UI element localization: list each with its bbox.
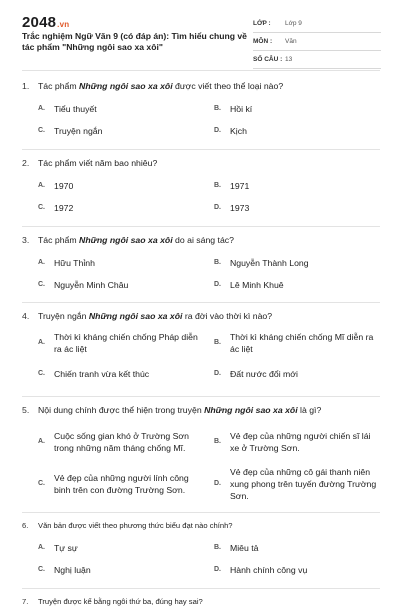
option-text: Thời kì kháng chiến chống Mĩ diễn ra ác liệt — [230, 332, 374, 354]
option-letter: D. — [214, 566, 221, 573]
question-body — [38, 157, 157, 170]
option-text: Hành chính công vụ — [230, 565, 308, 575]
question-prefix: Tác phẩm — [38, 81, 80, 91]
option-text: Vẻ đẹp của những người chiến sĩ lái xe ở Trường Sơn. — [230, 431, 371, 453]
question-body — [38, 80, 283, 93]
option-text: Tự sự — [54, 543, 78, 553]
question-prefix: Nội dung chính được thể hiện trong truyện — [38, 405, 205, 415]
quiz-meta — [253, 15, 381, 69]
question-prefix: Truyện ngắn — [38, 311, 89, 321]
answer-option-b[interactable] — [214, 256, 380, 270]
answer-option-a[interactable] — [38, 102, 204, 116]
question-body — [38, 404, 321, 417]
page-header — [0, 0, 400, 70]
question-suffix: là gì? — [297, 405, 322, 415]
answer-options — [22, 331, 380, 386]
question-prefix: Văn bản được viết theo phương thức biểu đạt nào chính? — [38, 521, 233, 530]
option-letter: B. — [214, 259, 221, 266]
option-text: 1973 — [230, 203, 250, 213]
option-text: Nghị luận — [54, 565, 91, 575]
question-list — [22, 80, 380, 608]
answer-option-c[interactable] — [38, 563, 204, 577]
answer-options — [22, 179, 380, 215]
logo-suffix: .vn — [57, 20, 70, 29]
option-text: Miêu tả — [230, 543, 259, 553]
meta-key: LỚP : — [253, 20, 271, 27]
meta-key: SỐ CÂU : — [253, 56, 283, 63]
option-text: 1971 — [230, 181, 250, 191]
answer-option-c[interactable] — [38, 278, 204, 292]
option-letter: C. — [38, 566, 45, 573]
option-text: Cuộc sống gian khó ở Trường Sơn trong những năm tháng chống Mĩ. — [54, 431, 189, 453]
question-suffix: được viết theo thể loại nào? — [172, 81, 284, 91]
option-text: Nguyễn Minh Châu — [54, 280, 129, 290]
question-text — [22, 404, 380, 417]
option-text: Đất nước đổi mới — [230, 369, 298, 379]
option-text: Truyện ngắn — [54, 126, 103, 136]
option-text: Nguyễn Thành Long — [230, 258, 309, 268]
answer-option-d[interactable] — [214, 124, 380, 138]
question-text — [22, 234, 380, 247]
answer-option-b[interactable] — [214, 541, 380, 555]
answer-options — [22, 102, 380, 138]
option-letter: A. — [38, 544, 45, 551]
question-3 — [22, 227, 380, 303]
answer-option-d[interactable] — [214, 201, 380, 215]
answer-option-a[interactable] — [38, 424, 204, 460]
question-number: 2. — [22, 158, 30, 168]
option-text: Lê Minh Khuê — [230, 280, 284, 290]
option-letter: B. — [214, 544, 221, 551]
option-letter: B. — [214, 105, 221, 112]
meta-subject-row — [253, 33, 381, 51]
option-letter: D. — [214, 370, 221, 377]
meta-count-row — [253, 51, 381, 69]
meta-value: 13 — [285, 56, 293, 63]
option-text: Hữu Thỉnh — [54, 258, 95, 268]
question-prefix: Tác phẩm — [38, 235, 80, 245]
answer-option-a[interactable] — [38, 179, 204, 193]
option-letter: C. — [38, 281, 45, 288]
answer-option-c[interactable] — [38, 124, 204, 138]
option-letter: A. — [38, 339, 45, 346]
answer-option-c[interactable] — [38, 362, 204, 386]
answer-option-c[interactable] — [38, 466, 204, 502]
option-text: Tiểu thuyết — [54, 104, 97, 114]
question-number: 6. — [22, 521, 29, 530]
answer-option-a[interactable] — [38, 331, 204, 355]
option-letter: C. — [38, 480, 45, 487]
option-letter: C. — [38, 127, 45, 134]
option-text: Thời kì kháng chiến chống Pháp diễn ra ác liệt — [54, 332, 198, 354]
meta-class-row — [253, 15, 381, 33]
question-prefix: Truyện được kể bằng ngôi thứ ba, đúng hay sai? — [38, 597, 203, 606]
answer-option-d[interactable] — [214, 362, 380, 386]
question-2 — [22, 150, 380, 227]
header-divider — [22, 70, 380, 71]
question-number: 1. — [22, 81, 30, 91]
question-body — [38, 234, 234, 247]
option-letter: A. — [38, 105, 45, 112]
answer-option-b[interactable] — [214, 424, 380, 460]
option-letter: D. — [214, 127, 221, 134]
work-title: Những ngôi sao xa xôi — [79, 81, 173, 91]
meta-value: Lớp 9 — [285, 20, 302, 27]
question-number: 5. — [22, 405, 30, 415]
question-body — [38, 310, 272, 323]
work-title: Những ngôi sao xa xôi — [88, 311, 183, 321]
answer-options — [22, 424, 380, 502]
option-text: Chiến tranh vừa kết thúc — [54, 369, 150, 379]
option-text: 1972 — [54, 203, 74, 213]
question-text — [22, 519, 380, 532]
option-letter: A. — [38, 438, 45, 445]
option-letter: B. — [214, 438, 221, 445]
answer-option-d[interactable] — [214, 278, 380, 292]
option-text: Vẻ đẹp của những cô gái thanh niên xung phong trên tuyến đường Trường Sơn. — [230, 467, 377, 501]
question-6 — [22, 513, 380, 589]
question-prefix: Tác phẩm viết năm bao nhiêu? — [38, 158, 158, 168]
option-text: Vẻ đẹp của những người lính công binh trên con đường Trường Sơn. — [54, 473, 189, 495]
option-text: Kịch — [230, 126, 247, 136]
quiz-title: Trắc nghiệm Ngữ Văn 9 (có đáp án): Tìm hiểu chung về tác phẩm "Những ngôi sao xa xôi" — [22, 31, 247, 52]
logo-text: 2048 — [22, 14, 57, 31]
meta-key: MÔN : — [253, 38, 273, 45]
option-letter: A. — [38, 182, 45, 189]
question-suffix: do ai sáng tác? — [172, 235, 234, 245]
option-letter: D. — [214, 204, 221, 211]
answer-option-d[interactable] — [214, 563, 380, 577]
question-text — [22, 310, 380, 323]
answer-option-b[interactable] — [214, 331, 380, 355]
option-letter: A. — [38, 259, 45, 266]
option-text: Hồi kí — [230, 104, 253, 114]
answer-options — [22, 541, 380, 577]
option-letter: C. — [38, 204, 45, 211]
question-text — [22, 595, 380, 608]
question-text — [22, 157, 380, 170]
answer-option-a[interactable] — [38, 256, 204, 270]
work-title: Những ngôi sao xa xôi — [204, 405, 298, 415]
site-logo[interactable] — [22, 14, 69, 31]
question-text — [22, 80, 380, 93]
option-letter: D. — [214, 281, 221, 288]
question-7 — [22, 589, 380, 608]
question-4 — [22, 303, 380, 397]
answer-option-c[interactable] — [38, 201, 204, 215]
option-letter: C. — [38, 370, 45, 377]
question-number: 3. — [22, 235, 30, 245]
answer-option-b[interactable] — [214, 179, 380, 193]
question-suffix: ra đời vào thời kì nào? — [182, 311, 273, 321]
work-title: Những ngôi sao xa xôi — [79, 235, 173, 245]
option-text: 1970 — [54, 181, 74, 191]
question-body — [38, 595, 203, 608]
option-letter: B. — [214, 339, 221, 346]
question-1 — [22, 80, 380, 150]
answer-option-a[interactable] — [38, 541, 204, 555]
option-letter: B. — [214, 182, 221, 189]
answer-option-b[interactable] — [214, 102, 380, 116]
question-body — [38, 519, 233, 532]
option-letter: D. — [214, 480, 221, 487]
question-5 — [22, 397, 380, 513]
question-number: 7. — [22, 597, 29, 606]
meta-value: Văn — [285, 38, 297, 45]
question-number: 4. — [22, 311, 30, 321]
answer-option-d[interactable] — [214, 466, 380, 502]
answer-options — [22, 256, 380, 292]
